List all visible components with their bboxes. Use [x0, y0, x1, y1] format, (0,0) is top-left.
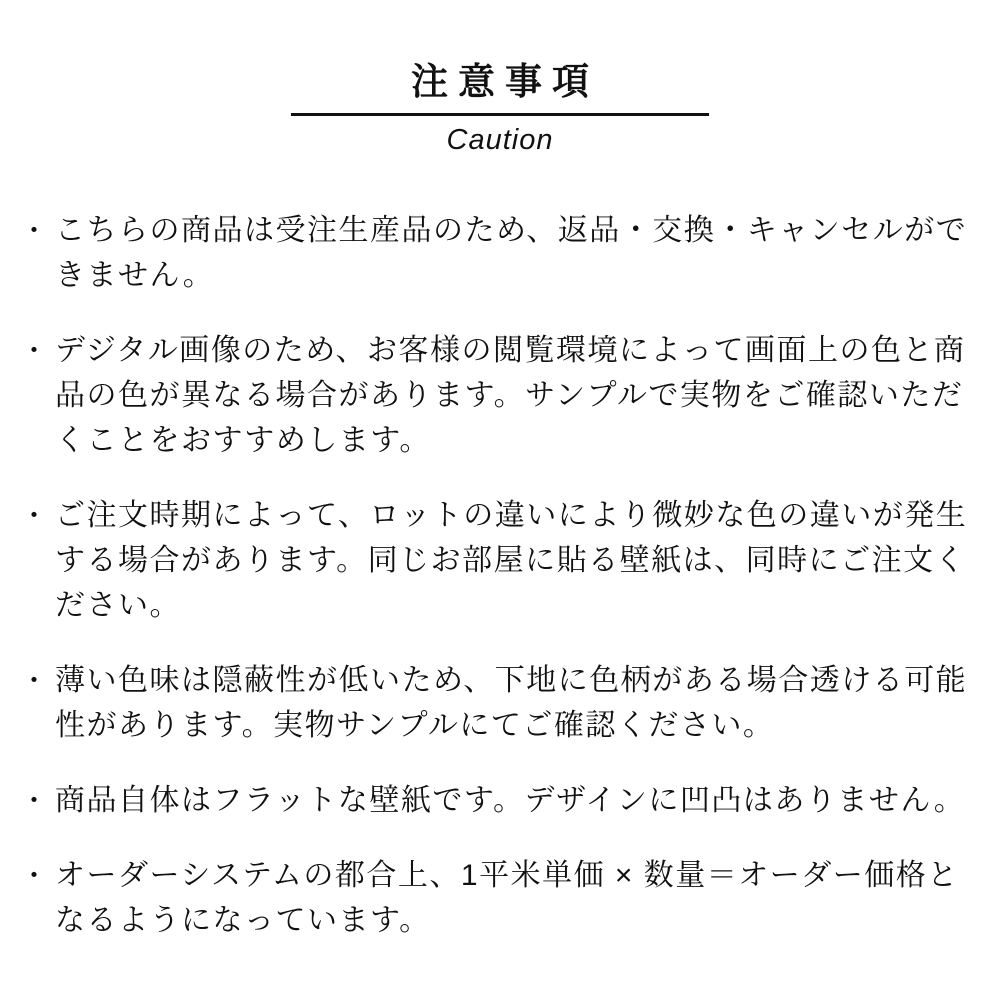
bullet-dot: ・ [20, 500, 49, 532]
caution-item [20, 328, 968, 463]
bullet-dot: ・ [20, 860, 49, 892]
caution-item-text: こちらの商品は受注生産品のため、返品・交換・キャンセルができません。 [55, 214, 968, 293]
caution-item [20, 658, 968, 748]
page-title: 注意事項 [411, 61, 599, 102]
title-underline [291, 113, 709, 116]
page-header [0, 0, 1000, 158]
caution-item-text: オーダーシステムの都合上、1平米単価 × 数量＝オーダー価格となるようになっています。 [55, 859, 959, 938]
caution-item-text: デジタル画像のため、お客様の閲覧環境によって画面上の色と商品の色が異なる場合があります。サンプルで実物をご確認いただくことをおすすめします。 [55, 334, 966, 458]
page-subtitle: Caution [446, 124, 554, 157]
caution-item [20, 493, 968, 628]
bullet-dot: ・ [20, 215, 49, 247]
caution-item-text: 薄い色味は隠蔽性が低いため、下地に色柄がある場合透ける可能性があります。実物サンプルにてご確認ください。 [55, 664, 968, 743]
caution-item-text: ご注文時期によって、ロットの違いにより微妙な色の違いが発生する場合があります。同じお部屋に貼る壁紙は、同時にご注文ください。 [55, 499, 968, 623]
bullet-dot: ・ [20, 665, 49, 697]
caution-item [20, 778, 968, 823]
caution-item [20, 208, 968, 298]
caution-item-text: 商品自体はフラットな壁紙です。デザインに凹凸はありません。 [55, 784, 966, 818]
caution-list [0, 208, 1000, 943]
bullet-dot: ・ [20, 785, 49, 817]
bullet-dot: ・ [20, 335, 49, 367]
caution-item [20, 853, 968, 943]
